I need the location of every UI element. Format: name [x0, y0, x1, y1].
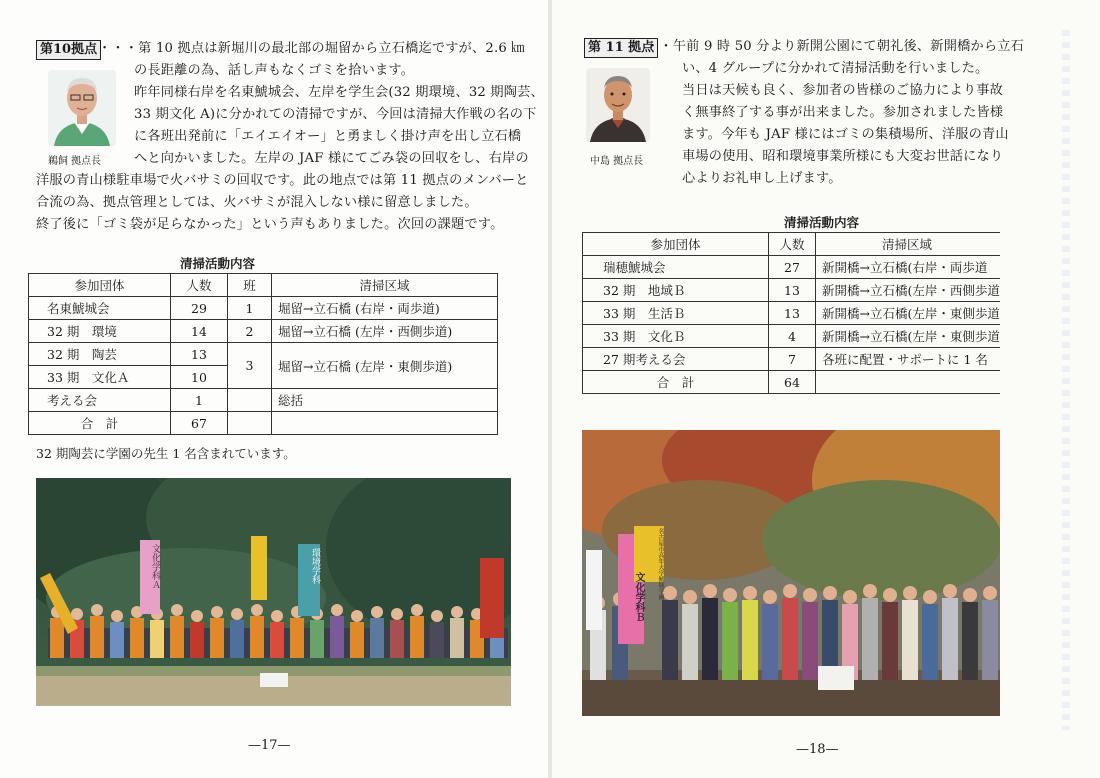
body-line: 車場の使用、昭和環境事業所様にも大変お世話になり: [682, 149, 1004, 164]
cell-count: 13: [769, 302, 816, 325]
group-photo: [36, 478, 511, 706]
cell-area: 新開橋→立石橋(左岸・西側歩道: [816, 279, 1001, 302]
table-row: [583, 302, 1001, 325]
table-total-row: [583, 371, 1001, 394]
cell-team: 2: [228, 320, 272, 343]
group-photo: [582, 430, 1000, 716]
cell-group: 32 期 環境: [29, 320, 171, 343]
activity-table: [28, 273, 498, 435]
body-line: へと向かいました。左岸の JAF 様にてごみ袋の回収をし、右岸の: [134, 151, 529, 166]
cell-group: 33 期 文化Ｂ: [583, 325, 769, 348]
portrait-caption: 中島 拠点長: [590, 156, 644, 167]
cell-group: 33 期 生活Ｂ: [583, 302, 769, 325]
body-line: く無事終了する事が出来ました。参加されました皆様: [682, 105, 1004, 120]
cell-group: 考える会: [29, 389, 171, 412]
body-line: ・・・第 10 拠点は新堀川の最北部の堀留から立石橋迄ですが、2.6 ㎞: [98, 41, 525, 56]
body-line: 昨年同様右岸を名東鯱城会、左岸を学生会(32 期環境、32 期陶芸、: [134, 85, 544, 100]
page-18: [552, 0, 1100, 778]
cell-group: 32 期 地域Ｂ: [583, 279, 769, 302]
cell-area: 新開橋→立石橋(左岸・東側歩道: [816, 325, 1001, 348]
table-row: [29, 389, 498, 412]
header-group: 参加団体: [29, 274, 171, 297]
cell-count: 13: [171, 343, 228, 366]
table-row: [583, 325, 1001, 348]
body-line: 終了後に「ゴミ袋が足らなかった」という声もありました。次回の課題です。: [36, 217, 504, 232]
cell-group: 33 期 文化Ａ: [29, 366, 171, 389]
cell-area: [816, 371, 1001, 394]
table-row: [583, 279, 1001, 302]
cell-area: 堀留→立石橋 (右岸・両歩道): [272, 297, 498, 320]
body-line: い、4 グループに分かれて清掃活動を行いました。: [682, 61, 989, 76]
page-17: [0, 0, 548, 778]
cell-area: 堀留→立石橋 (左岸・西側歩道): [272, 320, 498, 343]
header-count: 人数: [171, 274, 228, 297]
cell-area: 堀留→立石橋 (左岸・東側歩道): [272, 343, 498, 389]
cell-count: 7: [769, 348, 816, 371]
cell-count: 13: [769, 279, 816, 302]
header-count: 人数: [769, 233, 816, 256]
cell-team: 1: [228, 297, 272, 320]
portrait-caption: 鵜飼 拠点長: [48, 156, 102, 167]
cell-area: 新開橋→立石橋(左岸・東側歩道: [816, 302, 1001, 325]
table-header-row: [583, 233, 1001, 256]
body-line: 心よりお礼申し上げます。: [682, 171, 842, 186]
cell-area: 各班に配置・サポートに 1 名: [816, 348, 1001, 371]
cell-count: 10: [171, 366, 228, 389]
table-total-row: [29, 412, 498, 435]
table-row: [583, 348, 1001, 371]
portrait-photo: [586, 68, 650, 142]
cell-team: 3: [228, 343, 272, 389]
page-edge-stripe: [1062, 30, 1070, 730]
base-10-tag: 第10拠点: [36, 40, 101, 60]
body-line: 洋服の青山様駐車場で火バサミの回収です。此の地点では第 11 拠点のメンバーと: [36, 173, 529, 188]
header-team: 班: [228, 274, 272, 297]
banner-text-culture-b: 文化学科Ｂ: [633, 572, 644, 622]
cell-area: 新開橋→立石橋(右岸・両歩道: [816, 256, 1001, 279]
header-area: 清掃区域: [272, 274, 498, 297]
table-header-row: [29, 274, 498, 297]
table-title: 清掃活動内容: [784, 215, 860, 230]
cell-group: 瑞穂鯱城会: [583, 256, 769, 279]
header-group: 参加団体: [583, 233, 769, 256]
cell-area: 総括: [272, 389, 498, 412]
activity-table-clip: [582, 232, 1000, 408]
cell-group: 27 期考える会: [583, 348, 769, 371]
table-row: [29, 297, 498, 320]
banner-text-culture-a: 文化学科Ａ: [150, 544, 160, 589]
page-number: —17—: [248, 738, 291, 753]
table-title: 清掃活動内容: [180, 256, 256, 271]
body-line: の長距離の為、話し声もなくゴミを拾います。: [134, 63, 415, 78]
activity-table: [582, 232, 1000, 394]
cell-count: 27: [769, 256, 816, 279]
table-row: [29, 320, 498, 343]
body-line: ます。今年も JAF 様にはゴミの集積場所、洋服の青山: [682, 127, 1009, 142]
page-number: —18—: [796, 742, 839, 757]
table-row: [29, 343, 498, 366]
portrait-photo: [48, 70, 116, 146]
cell-count: 14: [171, 320, 228, 343]
body-line: 当日は天候も良く、参加者の皆様のご協力により事故: [682, 83, 1004, 98]
cell-group: 名東鯱城会: [29, 297, 171, 320]
banner-text-environment: 環境学科: [310, 548, 320, 584]
base-11-tag: 第 11 拠点: [584, 38, 658, 58]
cell-total-label: 合 計: [29, 412, 171, 435]
cell-team: [228, 389, 272, 412]
banner-text-gakuen: 名古屋市高年大学鯱城学園: [657, 528, 664, 600]
cell-group: 32 期 陶芸: [29, 343, 171, 366]
cell-count: 4: [769, 325, 816, 348]
table-note: 32 期陶芸に学園の先生 1 名含まれています。: [36, 446, 296, 461]
cell-total-count: 67: [171, 412, 228, 435]
cell-total-count: 64: [769, 371, 816, 394]
body-line: 合流の為、拠点管理としては、火バサミが混入しない様に留意しました。: [36, 195, 478, 210]
cell-total-label: 合 計: [583, 371, 769, 394]
table-row: [583, 256, 1001, 279]
cell-count: 29: [171, 297, 228, 320]
body-line: に各班出発前に「エイエイオー」と勇ましく掛け声を出し立石橋: [134, 129, 522, 144]
header-area: 清掃区域: [816, 233, 1001, 256]
cell-count: 1: [171, 389, 228, 412]
body-line: ・・午前 9 時 50 分より新開公園にて朝礼後、新開橋から立石: [646, 39, 1025, 54]
body-line: 33 期文化 A)に分かれての清掃ですが、今回は清掃大作戦の名の下: [134, 107, 537, 122]
